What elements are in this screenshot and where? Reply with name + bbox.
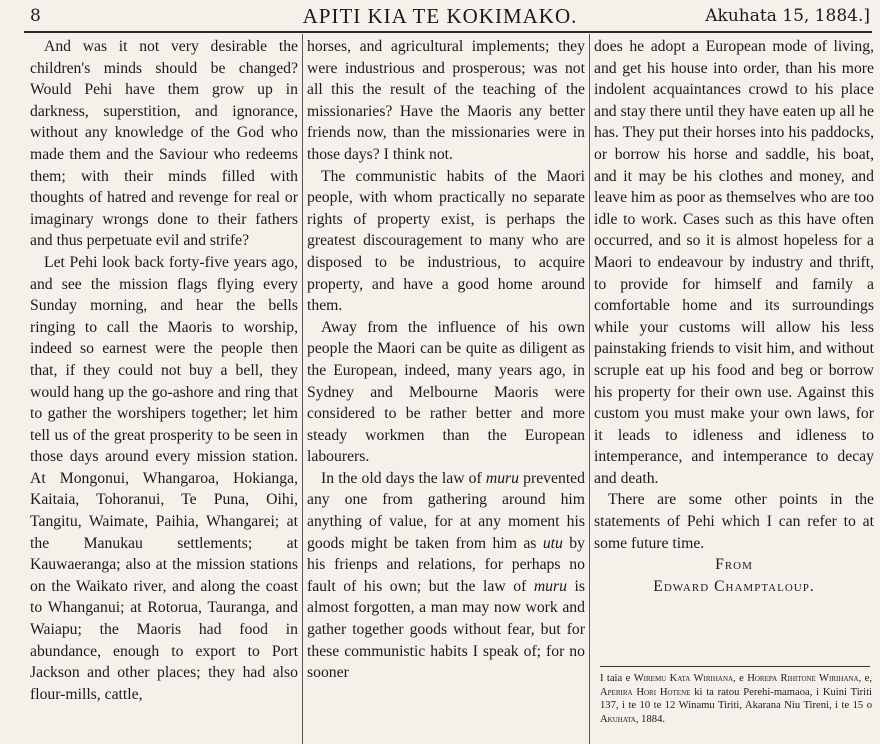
paragraph: Away from the influence of his own people the Maori can be quite as diligent as the European, indeed, many years ago, in Sydney and Melbourne Maoris were considered to be rather better and more steady workmen than the European labourers. — [307, 318, 585, 466]
paragraph: And was it not very desirable the children's minds should be changed? Would Pehi have them grow up in darkness, superstition, and ignorance, without any knowledge of the God who made them and the Saviour who redeems them; with their minds filled with thoughts of hatred and revenge for real or imaginary wrongs done to their fathers and thus perpetuate evil and strife? — [30, 38, 298, 250]
text-run: is almost forgotten, a man may now work and gather together goods without fear, but for these communistic habits I speak of; for no sooner — [307, 577, 585, 682]
masthead-title: APITI KIA TE KOKIMAKO. — [302, 4, 578, 28]
notice-rule — [600, 666, 870, 667]
printer-notice — [600, 672, 872, 726]
page-number: 8 — [30, 6, 41, 26]
text-run: , e — [733, 673, 748, 684]
month-name: Akuhata — [600, 713, 636, 725]
column-1 — [30, 36, 298, 705]
page-header — [0, 0, 880, 30]
column-divider-2 — [589, 34, 590, 744]
printer-name: Wiremu Kata Wirihana — [633, 673, 734, 684]
text-run: In the old days the law of — [321, 469, 486, 487]
text-run: ki ta ratou Perehi-mamaoa, i Kuini Tiriti 137, i te 10 te 12 Winamu Tiriti, Akarana Niu Tireni, i te 15 o — [600, 686, 872, 712]
header-rule — [24, 31, 872, 33]
column-2 — [307, 36, 585, 684]
text-run: I taia e — [600, 673, 634, 684]
paragraph: The communistic habits of the Maori people, with whom practically no separate rights of property exist, is perhaps the greatest discouragement to many who are disposed to be industrious, to acquire property, and have a good home around them. — [307, 167, 585, 315]
text-run: prevented any one from gathering around him anything of value, for at any moment his goods might be taken from him as — [307, 469, 585, 552]
paragraph: does he adopt a European mode of living, and get his house into order, than his more indolent acquaintances crowd to his place and stay there until they have eaten up all he has. They put their horses into his paddocks, or borrow his horse and saddle, his boat, and it may be his clothes and money, and leave him as poor as themselves who are too idle to work. Cases such as this have often occurred, and so it is almost hopeless for a Maori to endeavour by industry and thrift, to provide for himself and family a comfortable home and its surroundings while your customs will allow his less painstaking friends to visit him, and without scruple eat up his food and beg or borrow his property for their own use. Against this custom you must make your own laws, for it leads to idleness and idleness to intemperance, and intemperance to decay and death. — [594, 38, 874, 487]
maori-term: muru — [533, 577, 567, 595]
maori-term: muru — [485, 469, 519, 487]
maori-term: utu — [542, 534, 563, 552]
author-signature: Edward Champtaloup. — [653, 577, 815, 595]
paragraph: Let Pehi look back forty-five years ago, and see the mission flags flying every Sunday morning, and hear the bells ringing to call the Maoris to worship, indeed so earnest were the people then that, if they could not buy a bell, they would hang up the go-ashore and ring that to gather the worshipers together; let him tell us of the great prosperity to be seen in those days around every mission station. At Mongonui, Whangaroa, Hokianga, Kaitaia, Tohoranui, Te Puna, Oihi, Tangitu, Waimate, Paihia, Whangarei; at the Manukau settlements; at Kauwaeranga; also at the mission stations on the Waikato river, and along the coast to Whanganui; at Rotorua, Tauranga, and Waiapu; the Maoris had food in abundance, enough to export to Port Jackson and other places; they had also flour-mills, cattle, — [30, 253, 298, 703]
printer-name: Aperira Hori Hotene — [600, 686, 691, 698]
signoff-from: From — [715, 556, 753, 574]
issue-date: Akuhata 15, 1884.] — [705, 6, 870, 26]
paragraph: There are some other points in the statements of Pehi which I can refer to at some future time. — [594, 491, 874, 552]
text-run: by his frienps and relations, for perhaps no fault of his own; but the law of — [307, 534, 585, 595]
paragraph: horses, and agricultural implements; they were industrious and prosperous; was not all this the result of the teaching of the missionaries? Have the Maoris any better friends now, than the missionaries were in those days? I think not. — [307, 38, 585, 163]
column-3 — [594, 36, 874, 597]
printer-name: Horepa Rihitone Wirihana — [747, 673, 859, 684]
column-divider-1 — [302, 34, 303, 744]
text-run: , e, — [858, 673, 872, 684]
paragraph — [307, 468, 585, 684]
text-run: , 1884. — [635, 713, 666, 725]
